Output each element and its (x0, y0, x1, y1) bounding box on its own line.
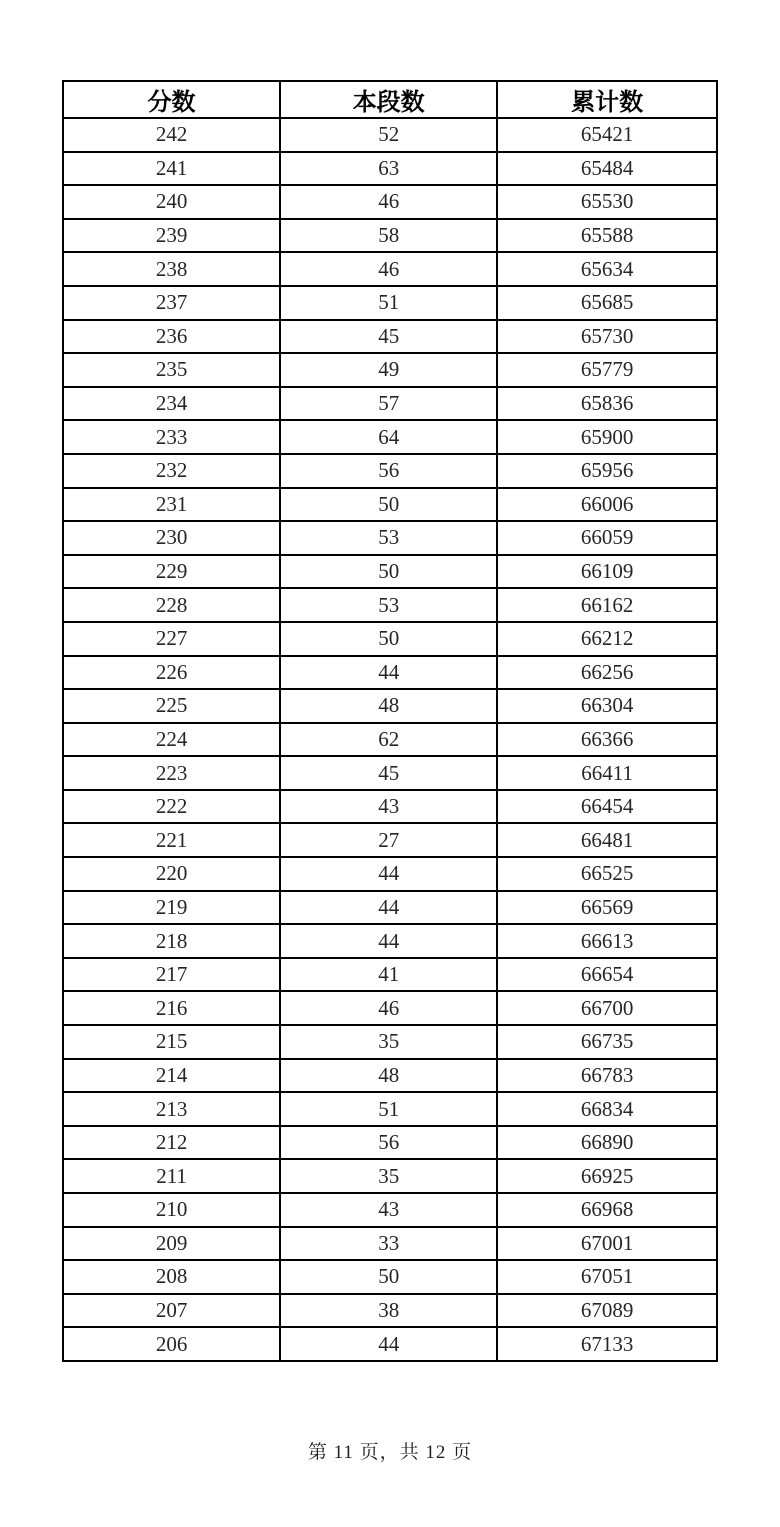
score-table-body (63, 118, 717, 1361)
cumulative-count-cell: 67089 (497, 1294, 717, 1328)
score-cell: 210 (63, 1193, 280, 1227)
cumulative-count-cell: 66700 (497, 991, 717, 1025)
table-row (63, 588, 717, 622)
table-header (63, 81, 717, 118)
cumulative-count-cell: 66569 (497, 891, 717, 925)
column-header-score: 分数 (63, 81, 280, 118)
score-cell: 240 (63, 185, 280, 219)
segment-count-cell: 44 (280, 656, 497, 690)
segment-count-cell: 46 (280, 991, 497, 1025)
table-row (63, 1227, 717, 1261)
table-row (63, 857, 717, 891)
segment-count-cell: 51 (280, 286, 497, 320)
score-cell: 223 (63, 756, 280, 790)
score-cell: 235 (63, 353, 280, 387)
segment-count-cell: 43 (280, 790, 497, 824)
table-row (63, 1327, 717, 1361)
segment-count-cell: 44 (280, 924, 497, 958)
cumulative-count-cell: 66059 (497, 521, 717, 555)
table-row (63, 1294, 717, 1328)
column-header-cumulative-count: 累计数 (497, 81, 717, 118)
cumulative-count-cell: 67133 (497, 1327, 717, 1361)
table-row (63, 756, 717, 790)
segment-count-cell: 45 (280, 320, 497, 354)
score-distribution-table (62, 80, 718, 1362)
score-cell: 217 (63, 958, 280, 992)
cumulative-count-cell: 65730 (497, 320, 717, 354)
cumulative-count-cell: 66162 (497, 588, 717, 622)
score-cell: 206 (63, 1327, 280, 1361)
score-cell: 208 (63, 1260, 280, 1294)
table-row (63, 1092, 717, 1126)
score-cell: 207 (63, 1294, 280, 1328)
segment-count-cell: 50 (280, 622, 497, 656)
segment-count-cell: 56 (280, 454, 497, 488)
segment-count-cell: 49 (280, 353, 497, 387)
cumulative-count-cell: 65484 (497, 152, 717, 186)
cumulative-count-cell: 66968 (497, 1193, 717, 1227)
segment-count-cell: 27 (280, 823, 497, 857)
table-row (63, 454, 717, 488)
score-cell: 228 (63, 588, 280, 622)
table-row (63, 656, 717, 690)
score-cell: 213 (63, 1092, 280, 1126)
cumulative-count-cell: 67001 (497, 1227, 717, 1261)
score-cell: 209 (63, 1227, 280, 1261)
table-row (63, 555, 717, 589)
cumulative-count-cell: 66454 (497, 790, 717, 824)
table-row (63, 320, 717, 354)
table-row (63, 353, 717, 387)
table-row (63, 152, 717, 186)
cumulative-count-cell: 66411 (497, 756, 717, 790)
score-cell: 225 (63, 689, 280, 723)
segment-count-cell: 64 (280, 420, 497, 454)
table-row (63, 286, 717, 320)
score-cell: 224 (63, 723, 280, 757)
table-row (63, 118, 717, 152)
segment-count-cell: 51 (280, 1092, 497, 1126)
table-row (63, 1260, 717, 1294)
segment-count-cell: 48 (280, 689, 497, 723)
table-row (63, 1025, 717, 1059)
segment-count-cell: 63 (280, 152, 497, 186)
table-row (63, 991, 717, 1025)
score-cell: 241 (63, 152, 280, 186)
segment-count-cell: 44 (280, 1327, 497, 1361)
segment-count-cell: 56 (280, 1126, 497, 1160)
cumulative-count-cell: 66212 (497, 622, 717, 656)
cumulative-count-cell: 65530 (497, 185, 717, 219)
score-cell: 232 (63, 454, 280, 488)
table-row (63, 891, 717, 925)
score-cell: 230 (63, 521, 280, 555)
table-row (63, 387, 717, 421)
segment-count-cell: 52 (280, 118, 497, 152)
table-row (63, 1126, 717, 1160)
score-cell: 216 (63, 991, 280, 1025)
segment-count-cell: 38 (280, 1294, 497, 1328)
score-cell: 221 (63, 823, 280, 857)
score-cell: 214 (63, 1059, 280, 1093)
score-cell: 220 (63, 857, 280, 891)
score-cell: 212 (63, 1126, 280, 1160)
cumulative-count-cell: 67051 (497, 1260, 717, 1294)
score-cell: 227 (63, 622, 280, 656)
table-row (63, 1193, 717, 1227)
score-cell: 229 (63, 555, 280, 589)
segment-count-cell: 41 (280, 958, 497, 992)
cumulative-count-cell: 65634 (497, 252, 717, 286)
table-row (63, 723, 717, 757)
table-row (63, 420, 717, 454)
cumulative-count-cell: 66109 (497, 555, 717, 589)
cumulative-count-cell: 66525 (497, 857, 717, 891)
cumulative-count-cell: 65779 (497, 353, 717, 387)
table-row (63, 219, 717, 253)
table-row (63, 488, 717, 522)
table-row (63, 252, 717, 286)
header-row (63, 81, 717, 118)
segment-count-cell: 53 (280, 588, 497, 622)
table-row (63, 924, 717, 958)
segment-count-cell: 35 (280, 1159, 497, 1193)
segment-count-cell: 43 (280, 1193, 497, 1227)
cumulative-count-cell: 66654 (497, 958, 717, 992)
segment-count-cell: 62 (280, 723, 497, 757)
table-row (63, 521, 717, 555)
segment-count-cell: 35 (280, 1025, 497, 1059)
score-cell: 226 (63, 656, 280, 690)
cumulative-count-cell: 65900 (497, 420, 717, 454)
segment-count-cell: 57 (280, 387, 497, 421)
segment-count-cell: 50 (280, 488, 497, 522)
score-cell: 233 (63, 420, 280, 454)
cumulative-count-cell: 66481 (497, 823, 717, 857)
score-cell: 234 (63, 387, 280, 421)
cumulative-count-cell: 66735 (497, 1025, 717, 1059)
segment-count-cell: 50 (280, 1260, 497, 1294)
score-cell: 238 (63, 252, 280, 286)
score-cell: 211 (63, 1159, 280, 1193)
page-number-footer: 第 11 页，共 12 页 (307, 1442, 473, 1463)
score-cell: 231 (63, 488, 280, 522)
cumulative-count-cell: 65685 (497, 286, 717, 320)
score-cell: 218 (63, 924, 280, 958)
score-cell: 239 (63, 219, 280, 253)
segment-count-cell: 50 (280, 555, 497, 589)
cumulative-count-cell: 66366 (497, 723, 717, 757)
segment-count-cell: 45 (280, 756, 497, 790)
cumulative-count-cell: 66783 (497, 1059, 717, 1093)
score-cell: 222 (63, 790, 280, 824)
segment-count-cell: 44 (280, 857, 497, 891)
cumulative-count-cell: 65836 (497, 387, 717, 421)
score-cell: 219 (63, 891, 280, 925)
table-row (63, 1159, 717, 1193)
cumulative-count-cell: 65421 (497, 118, 717, 152)
cumulative-count-cell: 66890 (497, 1126, 717, 1160)
table-row (63, 689, 717, 723)
score-cell: 242 (63, 118, 280, 152)
segment-count-cell: 48 (280, 1059, 497, 1093)
segment-count-cell: 44 (280, 891, 497, 925)
cumulative-count-cell: 66256 (497, 656, 717, 690)
cumulative-count-cell: 65956 (497, 454, 717, 488)
cumulative-count-cell: 66613 (497, 924, 717, 958)
cumulative-count-cell: 66304 (497, 689, 717, 723)
cumulative-count-cell: 65588 (497, 219, 717, 253)
segment-count-cell: 46 (280, 185, 497, 219)
table-row (63, 622, 717, 656)
score-cell: 237 (63, 286, 280, 320)
table-row (63, 958, 717, 992)
segment-count-cell: 53 (280, 521, 497, 555)
cumulative-count-cell: 66834 (497, 1092, 717, 1126)
column-header-segment-count: 本段数 (280, 81, 497, 118)
segment-count-cell: 58 (280, 219, 497, 253)
score-cell: 215 (63, 1025, 280, 1059)
table-row (63, 790, 717, 824)
segment-count-cell: 46 (280, 252, 497, 286)
cumulative-count-cell: 66006 (497, 488, 717, 522)
table-row (63, 1059, 717, 1093)
segment-count-cell: 33 (280, 1227, 497, 1261)
table-row (63, 823, 717, 857)
cumulative-count-cell: 66925 (497, 1159, 717, 1193)
score-cell: 236 (63, 320, 280, 354)
table-row (63, 185, 717, 219)
